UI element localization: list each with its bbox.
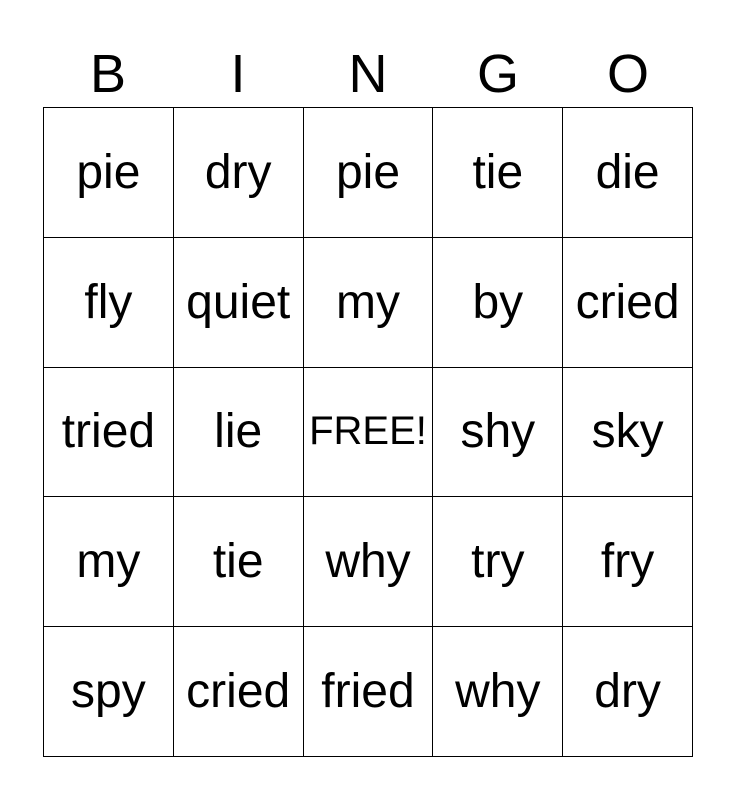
bingo-cell[interactable]: fried (304, 627, 434, 757)
header-letter-n: N (348, 44, 388, 104)
bingo-cell[interactable]: my (304, 238, 434, 368)
bingo-cell[interactable]: dry (563, 627, 693, 757)
bingo-cell[interactable]: tie (433, 108, 563, 238)
bingo-cell[interactable]: pie (44, 108, 174, 238)
header-letter-b: B (89, 44, 127, 104)
header-letter-o: O (606, 44, 649, 104)
header-letter-i: I (230, 44, 246, 104)
bingo-cell[interactable]: die (563, 108, 693, 238)
bingo-cell[interactable]: quiet (174, 238, 304, 368)
bingo-cell[interactable]: why (304, 497, 434, 627)
bingo-cell[interactable]: cried (174, 627, 304, 757)
bingo-cell[interactable]: lie (174, 368, 304, 498)
bingo-cell[interactable]: shy (433, 368, 563, 498)
bingo-cell[interactable]: my (44, 497, 174, 627)
bingo-header (43, 40, 693, 108)
bingo-cell[interactable]: fly (44, 238, 174, 368)
bingo-cell[interactable]: try (433, 497, 563, 627)
bingo-cell[interactable]: dry (174, 108, 304, 238)
header-letter-g: G (476, 44, 519, 104)
bingo-cell[interactable]: why (433, 627, 563, 757)
bingo-cell[interactable]: cried (563, 238, 693, 368)
bingo-cell[interactable]: tried (44, 368, 174, 498)
bingo-cell[interactable]: fry (563, 497, 693, 627)
free-space-cell[interactable]: FREE! (304, 368, 434, 498)
bingo-cell[interactable]: sky (563, 368, 693, 498)
bingo-cell[interactable]: pie (304, 108, 434, 238)
bingo-cell[interactable]: tie (174, 497, 304, 627)
bingo-cell[interactable]: by (433, 238, 563, 368)
bingo-card-grid (43, 107, 693, 757)
bingo-cell[interactable]: spy (44, 627, 174, 757)
